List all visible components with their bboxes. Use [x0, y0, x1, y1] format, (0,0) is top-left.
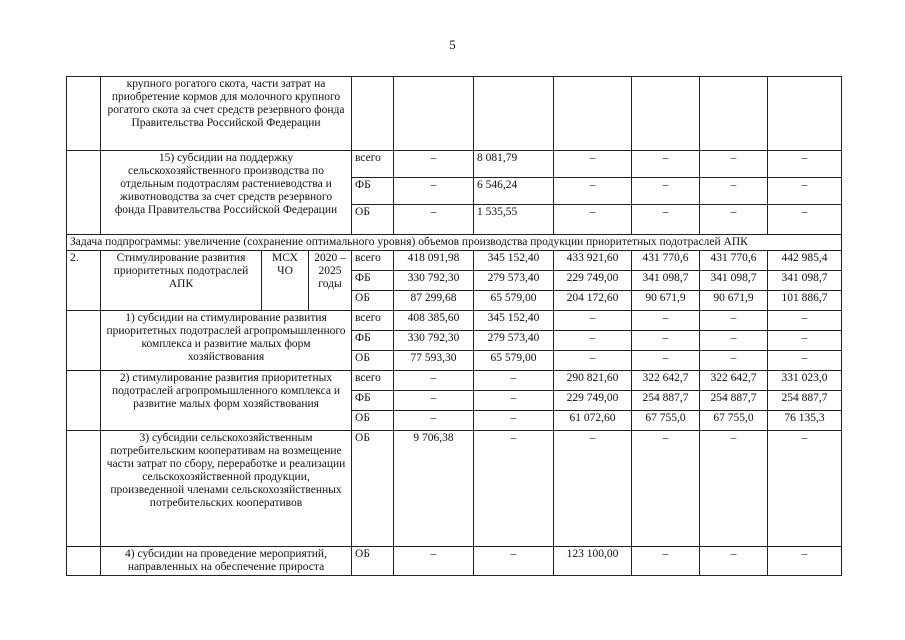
- amount-cell: –: [474, 411, 554, 431]
- table-row: [67, 431, 842, 547]
- table-row: [67, 547, 842, 576]
- amount-cell: 254 887,7: [700, 391, 768, 411]
- amount-cell: 431 770,6: [700, 251, 768, 271]
- sub4-title: 4) субсидии на проведение мероприятий, направленных на обеспечение прироста: [101, 547, 352, 576]
- amount-cell: 341 098,7: [632, 271, 700, 291]
- amount-cell: 330 792,30: [394, 271, 474, 291]
- amount-cell: –: [700, 547, 768, 576]
- amount-cell: –: [632, 331, 700, 351]
- amount-cell: –: [394, 205, 474, 235]
- funding-source-cell: ФБ: [352, 331, 394, 351]
- amount-cell: –: [768, 311, 842, 331]
- amount-cell: 418 091,98: [394, 251, 474, 271]
- amount-cell: 90 671,9: [700, 291, 768, 311]
- amount-cell: –: [554, 431, 632, 547]
- funding-source-cell: ОБ: [352, 411, 394, 431]
- amount-cell: 123 100,00: [554, 547, 632, 576]
- amount-cell: –: [700, 178, 768, 205]
- amount-cell: –: [768, 331, 842, 351]
- amount-cell: –: [700, 311, 768, 331]
- amount-cell: 6 546,24: [474, 178, 554, 205]
- amount-cell: 61 072,60: [554, 411, 632, 431]
- table-row: [67, 371, 842, 391]
- amount-cell: –: [768, 151, 842, 178]
- amount-cell: 67 755,0: [632, 411, 700, 431]
- amount-cell: 290 821,60: [554, 371, 632, 391]
- amount-cell: 101 886,7: [768, 291, 842, 311]
- amount-cell: –: [554, 311, 632, 331]
- amount-cell: –: [768, 351, 842, 371]
- amount-cell: 65 579,00: [474, 291, 554, 311]
- amount-cell: –: [394, 547, 474, 576]
- amount-cell: –: [768, 205, 842, 235]
- sub1-title: 1) субсидии на стимулирование развития приоритетных подотраслей агропромышленного комплекса и развитие малых форм хозяйствования: [101, 311, 352, 371]
- period: 2020 –2025 годы: [309, 251, 352, 311]
- item-number: 2.: [67, 251, 101, 311]
- amount-cell: –: [768, 547, 842, 576]
- top-block-text: крупного рогатого скота, части затрат на приобретение кормов для молочного крупного рогатого скота за счет средств резервного фонда Правительства Российской Федерации: [101, 77, 352, 151]
- funding-source-cell: ОБ: [352, 351, 394, 371]
- amount-cell: –: [700, 205, 768, 235]
- task-heading: Задача подпрограммы: увеличение (сохранение оптимального уровня) объемов производства продукции приоритетных подотраслей АПК: [67, 235, 842, 251]
- item2-title: Стимулирование развития приоритетных подотраслей АПК: [101, 251, 262, 311]
- item15-title: 15) субсидии на поддержку сельскохозяйственного производства по отдельным подотраслям растениеводства и животноводства за счет средств резервного фонда Правительства Российской Федерации: [101, 151, 352, 235]
- amount-cell: 67 755,0: [700, 411, 768, 431]
- amount-cell: –: [394, 411, 474, 431]
- amount-cell: 90 671,9: [632, 291, 700, 311]
- amount-cell: 322 642,7: [632, 371, 700, 391]
- amount-cell: 254 887,7: [768, 391, 842, 411]
- amount-cell: 341 098,7: [768, 271, 842, 291]
- sub2-title: 2) стимулирование развития приоритетных подотраслей агропромышленного комплекса и развитие малых форм хозяйствования: [101, 371, 352, 431]
- sub3-title: 3) субсидии сельскохозяйственным потребительским кооперативам на возмещение части затрат по сбору, переработке и реализации сельскохозяйственной продукции, произведенной членами сельскохозяйственных потребительских кооперативов: [101, 431, 352, 547]
- amount-cell: 279 573,40: [474, 271, 554, 291]
- amount-cell: 322 642,7: [700, 371, 768, 391]
- amount-cell: –: [474, 391, 554, 411]
- amount-cell: –: [632, 311, 700, 331]
- amount-cell: –: [554, 151, 632, 178]
- table-row: [67, 251, 842, 271]
- amount-cell: 204 172,60: [554, 291, 632, 311]
- amount-cell: 442 985,4: [768, 251, 842, 271]
- table-row: [67, 311, 842, 331]
- amount-cell: –: [768, 431, 842, 547]
- amount-cell: –: [394, 371, 474, 391]
- funding-source-cell: ОБ: [352, 205, 394, 235]
- funding-source-cell: ОБ: [352, 431, 394, 547]
- amount-cell: 279 573,40: [474, 331, 554, 351]
- amount-cell: 65 579,00: [474, 351, 554, 371]
- table-row: [67, 77, 842, 151]
- amount-cell: –: [632, 151, 700, 178]
- amount-cell: 8 081,79: [474, 151, 554, 178]
- amount-cell: –: [768, 178, 842, 205]
- amount-cell: 77 593,30: [394, 351, 474, 371]
- amount-cell: 76 135,3: [768, 411, 842, 431]
- executor: МСХ ЧО: [262, 251, 309, 311]
- amount-cell: –: [700, 151, 768, 178]
- amount-cell: –: [474, 431, 554, 547]
- amount-cell: –: [700, 331, 768, 351]
- table-row: [67, 151, 842, 178]
- amount-cell: 330 792,30: [394, 331, 474, 351]
- amount-cell: –: [554, 205, 632, 235]
- amount-cell: 345 152,40: [474, 251, 554, 271]
- amount-cell: 229 749,00: [554, 391, 632, 411]
- amount-cell: –: [632, 431, 700, 547]
- amount-cell: 1 535,55: [474, 205, 554, 235]
- amount-cell: 87 299,68: [394, 291, 474, 311]
- amount-cell: –: [700, 351, 768, 371]
- amount-cell: 433 921,60: [554, 251, 632, 271]
- amount-cell: –: [394, 178, 474, 205]
- amount-cell: –: [394, 391, 474, 411]
- amount-cell: 229 749,00: [554, 271, 632, 291]
- amount-cell: –: [632, 205, 700, 235]
- amount-cell: 431 770,6: [632, 251, 700, 271]
- amount-cell: 9 706,38: [394, 431, 474, 547]
- funding-source-cell: ОБ: [352, 291, 394, 311]
- funding-source-cell: ФБ: [352, 178, 394, 205]
- amount-cell: 408 385,60: [394, 311, 474, 331]
- amount-cell: –: [554, 178, 632, 205]
- funding-source-cell: всего: [352, 251, 394, 271]
- amount-cell: 345 152,40: [474, 311, 554, 331]
- funding-source-cell: всего: [352, 151, 394, 178]
- amount-cell: –: [554, 351, 632, 371]
- funding-source-cell: всего: [352, 371, 394, 391]
- amount-cell: –: [474, 547, 554, 576]
- amount-cell: 341 098,7: [700, 271, 768, 291]
- amount-cell: 254 887,7: [632, 391, 700, 411]
- amount-cell: –: [632, 547, 700, 576]
- funding-source-cell: всего: [352, 311, 394, 331]
- table-row: [67, 235, 842, 251]
- funding-source-cell: ФБ: [352, 271, 394, 291]
- amount-cell: –: [632, 351, 700, 371]
- amount-cell: –: [394, 151, 474, 178]
- funding-source-cell: ФБ: [352, 391, 394, 411]
- amount-cell: –: [700, 431, 768, 547]
- budget-table: [66, 76, 842, 576]
- amount-cell: –: [632, 178, 700, 205]
- page-number: 5: [449, 37, 456, 52]
- amount-cell: –: [474, 371, 554, 391]
- funding-source-cell: ОБ: [352, 547, 394, 576]
- amount-cell: –: [554, 331, 632, 351]
- amount-cell: 331 023,0: [768, 371, 842, 391]
